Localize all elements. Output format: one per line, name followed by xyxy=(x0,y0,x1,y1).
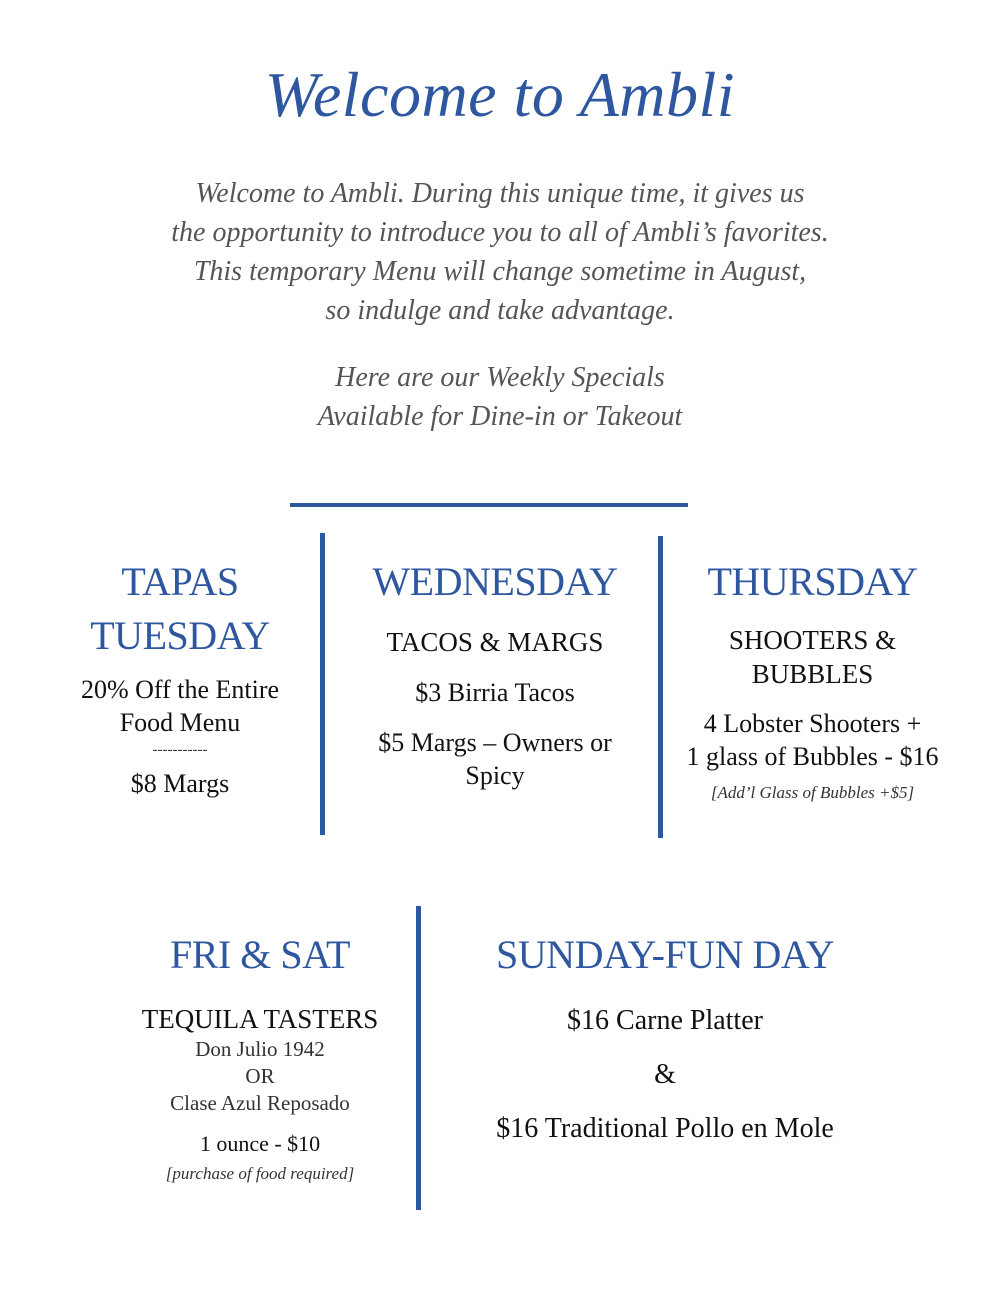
thursday-subtitle-line-2: BUBBLES xyxy=(751,659,874,689)
frisat-option-1: Don Julio 1942 xyxy=(195,1037,325,1061)
vertical-divider xyxy=(658,536,663,838)
page-title: Welcome to Ambli xyxy=(264,59,736,130)
wednesday-title: WEDNESDAY xyxy=(372,559,618,604)
thursday-offer-line-2: 1 glass of Bubbles - $16 xyxy=(686,742,939,771)
tuesday-offer-line-1: 20% Off the Entire xyxy=(80,675,280,704)
wednesday-item-1: $3 Birria Tacos xyxy=(415,678,575,707)
sunday-section xyxy=(440,928,890,1147)
frisat-subtitle: TEQUILA TASTERS xyxy=(141,1004,379,1034)
frisat-price: 1 ounce - $10 xyxy=(199,1131,321,1156)
intro-paragraph xyxy=(80,174,920,330)
thursday-subtitle-line-1: SHOOTERS & xyxy=(728,625,897,655)
wednesday-section xyxy=(345,555,645,792)
frisat-section xyxy=(110,928,410,1184)
thursday-title: THURSDAY xyxy=(707,559,918,604)
frisat-option-2: Clase Azul Reposado xyxy=(170,1091,350,1115)
frisat-or: OR xyxy=(245,1064,275,1088)
tuesday-margs: $8 Margs xyxy=(130,769,230,798)
thursday-section xyxy=(670,555,955,803)
specials-line-2: Available for Dine-in or Takeout xyxy=(317,401,683,432)
tuesday-divider: ----------- xyxy=(152,742,208,758)
thursday-offer-line-1: 4 Lobster Shooters + xyxy=(703,709,922,738)
sunday-item-1: $16 Carne Platter xyxy=(567,1005,763,1036)
tuesday-title-line-1: TAPAS xyxy=(121,559,239,604)
wednesday-item-2-line-1: $5 Margs – Owners or xyxy=(378,728,612,757)
vertical-divider xyxy=(320,533,325,835)
thursday-note: [Add’l Glass of Bubbles +$5] xyxy=(710,783,915,802)
intro-line: Welcome to Ambli. During this unique time, it gives us xyxy=(195,178,805,209)
tuesday-offer-line-2: Food Menu xyxy=(119,708,241,737)
intro-line: so indulge and take advantage. xyxy=(325,295,675,326)
tuesday-section xyxy=(50,555,310,800)
wednesday-item-2-line-2: Spicy xyxy=(465,761,525,790)
wednesday-subtitle: TACOS & MARGS xyxy=(386,627,604,657)
sunday-title: SUNDAY-FUN DAY xyxy=(496,932,834,977)
vertical-divider xyxy=(416,906,421,1210)
frisat-title: FRI & SAT xyxy=(170,932,350,977)
horizontal-divider xyxy=(290,503,688,507)
specials-line-1: Here are our Weekly Specials xyxy=(335,362,665,393)
tuesday-title-line-2: TUESDAY xyxy=(90,613,270,658)
intro-line: This temporary Menu will change sometime in August, xyxy=(193,256,807,287)
intro-line: the opportunity to introduce you to all of Ambli’s favorites. xyxy=(171,217,829,248)
frisat-note: [purchase of food required] xyxy=(165,1164,355,1183)
sunday-ampersand: & xyxy=(654,1059,676,1090)
specials-header xyxy=(150,358,850,436)
sunday-item-2: $16 Traditional Pollo en Mole xyxy=(496,1113,834,1144)
